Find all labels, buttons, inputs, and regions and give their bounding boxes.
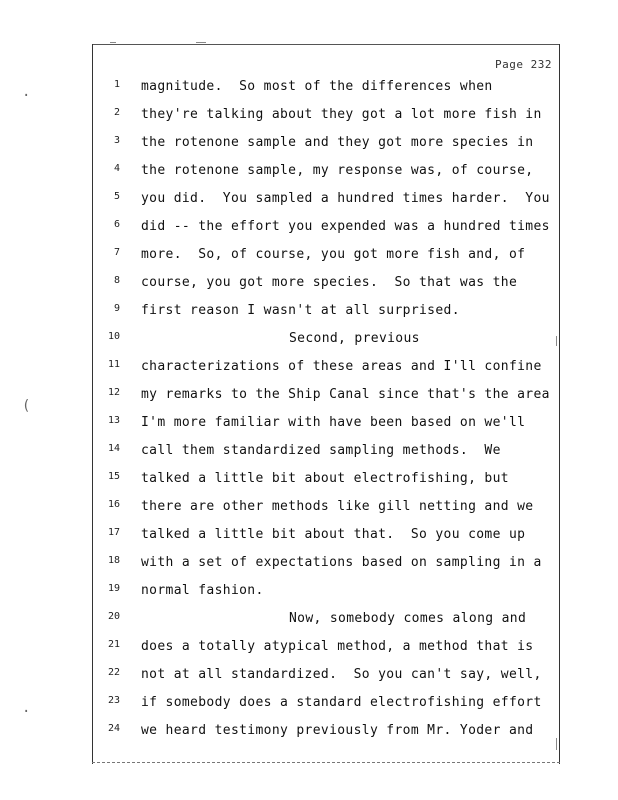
line-number: 1: [113, 79, 120, 90]
margin-scan-mark: ·: [22, 88, 31, 104]
transcript-line: call them standardized sampling methods. We: [141, 443, 501, 458]
line-number: 2: [113, 107, 120, 118]
transcript-line: more. So, of course, you got more fish and, of: [141, 247, 526, 262]
line-number: 10: [107, 331, 120, 342]
line-number: 24: [107, 723, 120, 734]
transcript-line: did -- the effort you expended was a hundred times: [141, 219, 550, 234]
line-number: 21: [107, 639, 120, 650]
line-number: 8: [113, 275, 120, 286]
bottom-rule: [92, 762, 560, 763]
line-number: 20: [107, 611, 120, 622]
transcript-line: not at all standardized. So you can't say, well,: [141, 667, 542, 682]
scan-speck: [556, 738, 557, 750]
line-number: 7: [113, 247, 120, 258]
scan-speck: [110, 42, 116, 43]
line-number: 16: [107, 499, 120, 510]
transcript-line: you did. You sampled a hundred times harder. You: [141, 191, 550, 206]
line-number: 5: [113, 191, 120, 202]
transcript-line: normal fashion.: [141, 583, 264, 598]
line-number: 19: [107, 583, 120, 594]
transcript-line: first reason I wasn't at all surprised.: [141, 303, 460, 318]
transcript-line: the rotenone sample and they got more species in: [141, 135, 534, 150]
line-number: 22: [107, 667, 120, 678]
transcript-line: if somebody does a standard electrofishing effort: [141, 695, 542, 710]
line-number: 9: [113, 303, 120, 314]
transcript-line: characterizations of these areas and I'll confine: [141, 359, 542, 374]
line-number: 23: [107, 695, 120, 706]
line-number: 12: [107, 387, 120, 398]
transcript-line: with a set of expectations based on sampling in a: [141, 555, 542, 570]
transcript-line: the rotenone sample, my response was, of course,: [141, 163, 534, 178]
line-number: 4: [113, 163, 120, 174]
transcript-line: magnitude. So most of the differences when: [141, 79, 493, 94]
line-number: 15: [107, 471, 120, 482]
transcript-line: course, you got more species. So that was the: [141, 275, 518, 290]
transcript-page-frame: [92, 44, 560, 764]
transcript-line: I'm more familiar with have been based on we'll: [141, 415, 526, 430]
line-number: 3: [113, 135, 120, 146]
transcript-line: Now, somebody comes along and: [289, 611, 527, 626]
transcript-line: we heard testimony previously from Mr. Yoder and: [141, 723, 534, 738]
transcript-line: Second, previous: [289, 331, 420, 346]
transcript-line: there are other methods like gill netting and we: [141, 499, 534, 514]
margin-scan-mark: (: [22, 398, 31, 414]
transcript-line: they're talking about they got a lot more fish in: [141, 107, 542, 122]
transcript-line: does a totally atypical method, a method that is: [141, 639, 534, 654]
line-number: 11: [107, 359, 120, 370]
line-number: 6: [113, 219, 120, 230]
scan-speck: [196, 42, 206, 43]
transcript-line: talked a little bit about that. So you come up: [141, 527, 526, 542]
margin-scan-mark: ·: [22, 704, 31, 720]
line-number: 17: [107, 527, 120, 538]
transcript-line: my remarks to the Ship Canal since that's the area: [141, 387, 550, 402]
line-number: 13: [107, 415, 120, 426]
page-number-label: Page 232: [495, 58, 552, 71]
line-number: 18: [107, 555, 120, 566]
line-number: 14: [107, 443, 120, 454]
transcript-line: talked a little bit about electrofishing, but: [141, 471, 509, 486]
